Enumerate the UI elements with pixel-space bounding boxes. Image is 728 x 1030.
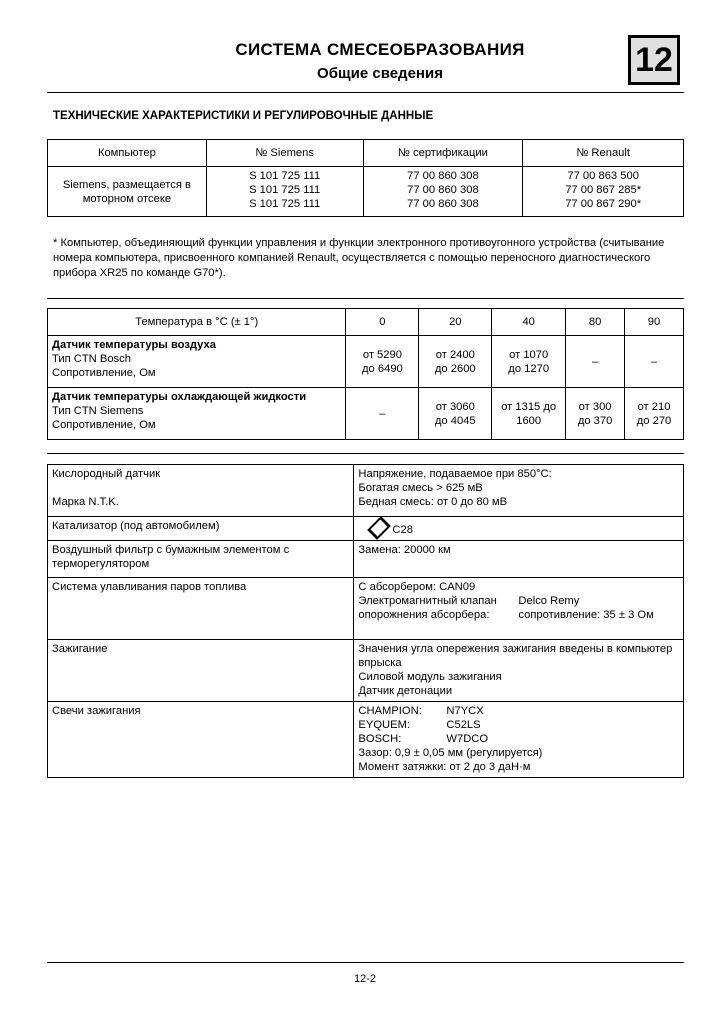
cert-cell: 77 00 860 308 77 00 860 308 77 00 860 308 [363, 167, 523, 217]
siemens-cell: S 101 725 111 S 101 725 111 S 101 725 111 [206, 167, 363, 217]
sensor-coolant-label: Датчик температуры охлаждающей жидкости Тип CTN Siemens Сопротивление, Ом [48, 388, 346, 440]
catalyst-value: C28 [354, 517, 684, 541]
table-row [48, 388, 684, 440]
header-siemens: № Siemens [206, 140, 363, 167]
header-renault: № Renault [523, 140, 684, 167]
page-subtitle: Общие сведения [317, 65, 443, 82]
table-row [48, 541, 684, 578]
evap-label: Система улавливания паров топлива [48, 578, 354, 640]
renault-diamond-icon [368, 516, 392, 540]
temperature-table [47, 308, 684, 440]
ignition-label: Зажигание [48, 640, 354, 702]
coolant-val-20: от 3060 до 4045 [419, 388, 492, 440]
air-val-80: – [566, 336, 625, 388]
footnote: * Компьютер, объединяющий функции управления и функции электронного противоугонного устройства (считывание номера компьютера, присвоенного компанией Renault, осуществляется с помощью переносного диагностического прибора XR25 по команде G70*). [53, 237, 665, 279]
note-divider [47, 298, 684, 299]
evap-value: С абсорбером: CAN09 Электромагнитный клапан опорожнения абсорбера: Delco Remy сопротивление: 35 ± 3 Ом [354, 578, 684, 640]
spec-table [47, 464, 684, 778]
sensor-air-label: Датчик температуры воздуха Тип CTN Bosch Сопротивление, Ом [48, 336, 346, 388]
coolant-val-40: от 1315 до 1600 [492, 388, 566, 440]
header-divider [47, 92, 684, 93]
header-computer: Компьютер [48, 140, 207, 167]
oxygen-sensor-label: Кислородный датчик Марка N.T.K. [48, 465, 354, 517]
spark-plugs-value: CHAMPION: N7YCX EYQUEM: C52LS BOSCH: W7DCO Зазор: 0,9 ± 0,05 мм (регулируется) Момент затяжки: от 2 до 3 даН·м [354, 702, 684, 778]
renault-cell: 77 00 863 500 77 00 867 285* 77 00 867 290* [523, 167, 684, 217]
page-number: 12-2 [353, 973, 377, 985]
temp-20: 20 [419, 309, 492, 336]
table-divider [47, 453, 684, 454]
temp-0: 0 [346, 309, 419, 336]
air-val-40: от 1070 до 1270 [492, 336, 566, 388]
oxygen-sensor-value: Напряжение, подаваемое при 850°C: Богатая смесь > 625 мВ Бедная смесь: от 0 до 80 мВ [354, 465, 684, 517]
table-row [48, 702, 684, 778]
coolant-val-80: от 300 до 370 [566, 388, 625, 440]
air-val-90: – [625, 336, 684, 388]
temp-40: 40 [492, 309, 566, 336]
table-row [48, 578, 684, 640]
air-filter-value: Замена: 20000 км [354, 541, 684, 578]
header-cert: № сертификации [363, 140, 523, 167]
table-row [48, 640, 684, 702]
table-row [48, 336, 684, 388]
coolant-val-90: от 210 до 270 [625, 388, 684, 440]
ignition-value: Значения угла опережения зажигания введены в компьютер впрыска Силовой модуль зажигания Датчик детонации [354, 640, 684, 702]
table-row [48, 465, 684, 517]
air-val-20: от 2400 до 2600 [419, 336, 492, 388]
footer-divider [47, 962, 684, 963]
spark-plugs-label: Свечи зажигания [48, 702, 354, 778]
air-val-0: от 5290 до 6490 [346, 336, 419, 388]
computer-cell: Siemens, размещается в моторном отсеке [48, 167, 207, 217]
page-title: СИСТЕМА СМЕСЕОБРАЗОВАНИЯ [235, 40, 525, 59]
computer-table [47, 139, 684, 217]
table-row [48, 517, 684, 541]
temp-80: 80 [566, 309, 625, 336]
temp-90: 90 [625, 309, 684, 336]
chapter-badge: 12 [628, 35, 680, 85]
air-filter-label: Воздушный фильтр с бумажным элементом с терморегулятором [48, 541, 354, 578]
coolant-val-0: – [346, 388, 419, 440]
temp-header-label: Температура в °C (± 1°) [48, 309, 346, 336]
catalyst-label: Катализатор (под автомобилем) [48, 517, 354, 541]
section-title: ТЕХНИЧЕСКИЕ ХАРАКТЕРИСТИКИ И РЕГУЛИРОВОЧНЫЕ ДАННЫЕ [53, 110, 434, 122]
